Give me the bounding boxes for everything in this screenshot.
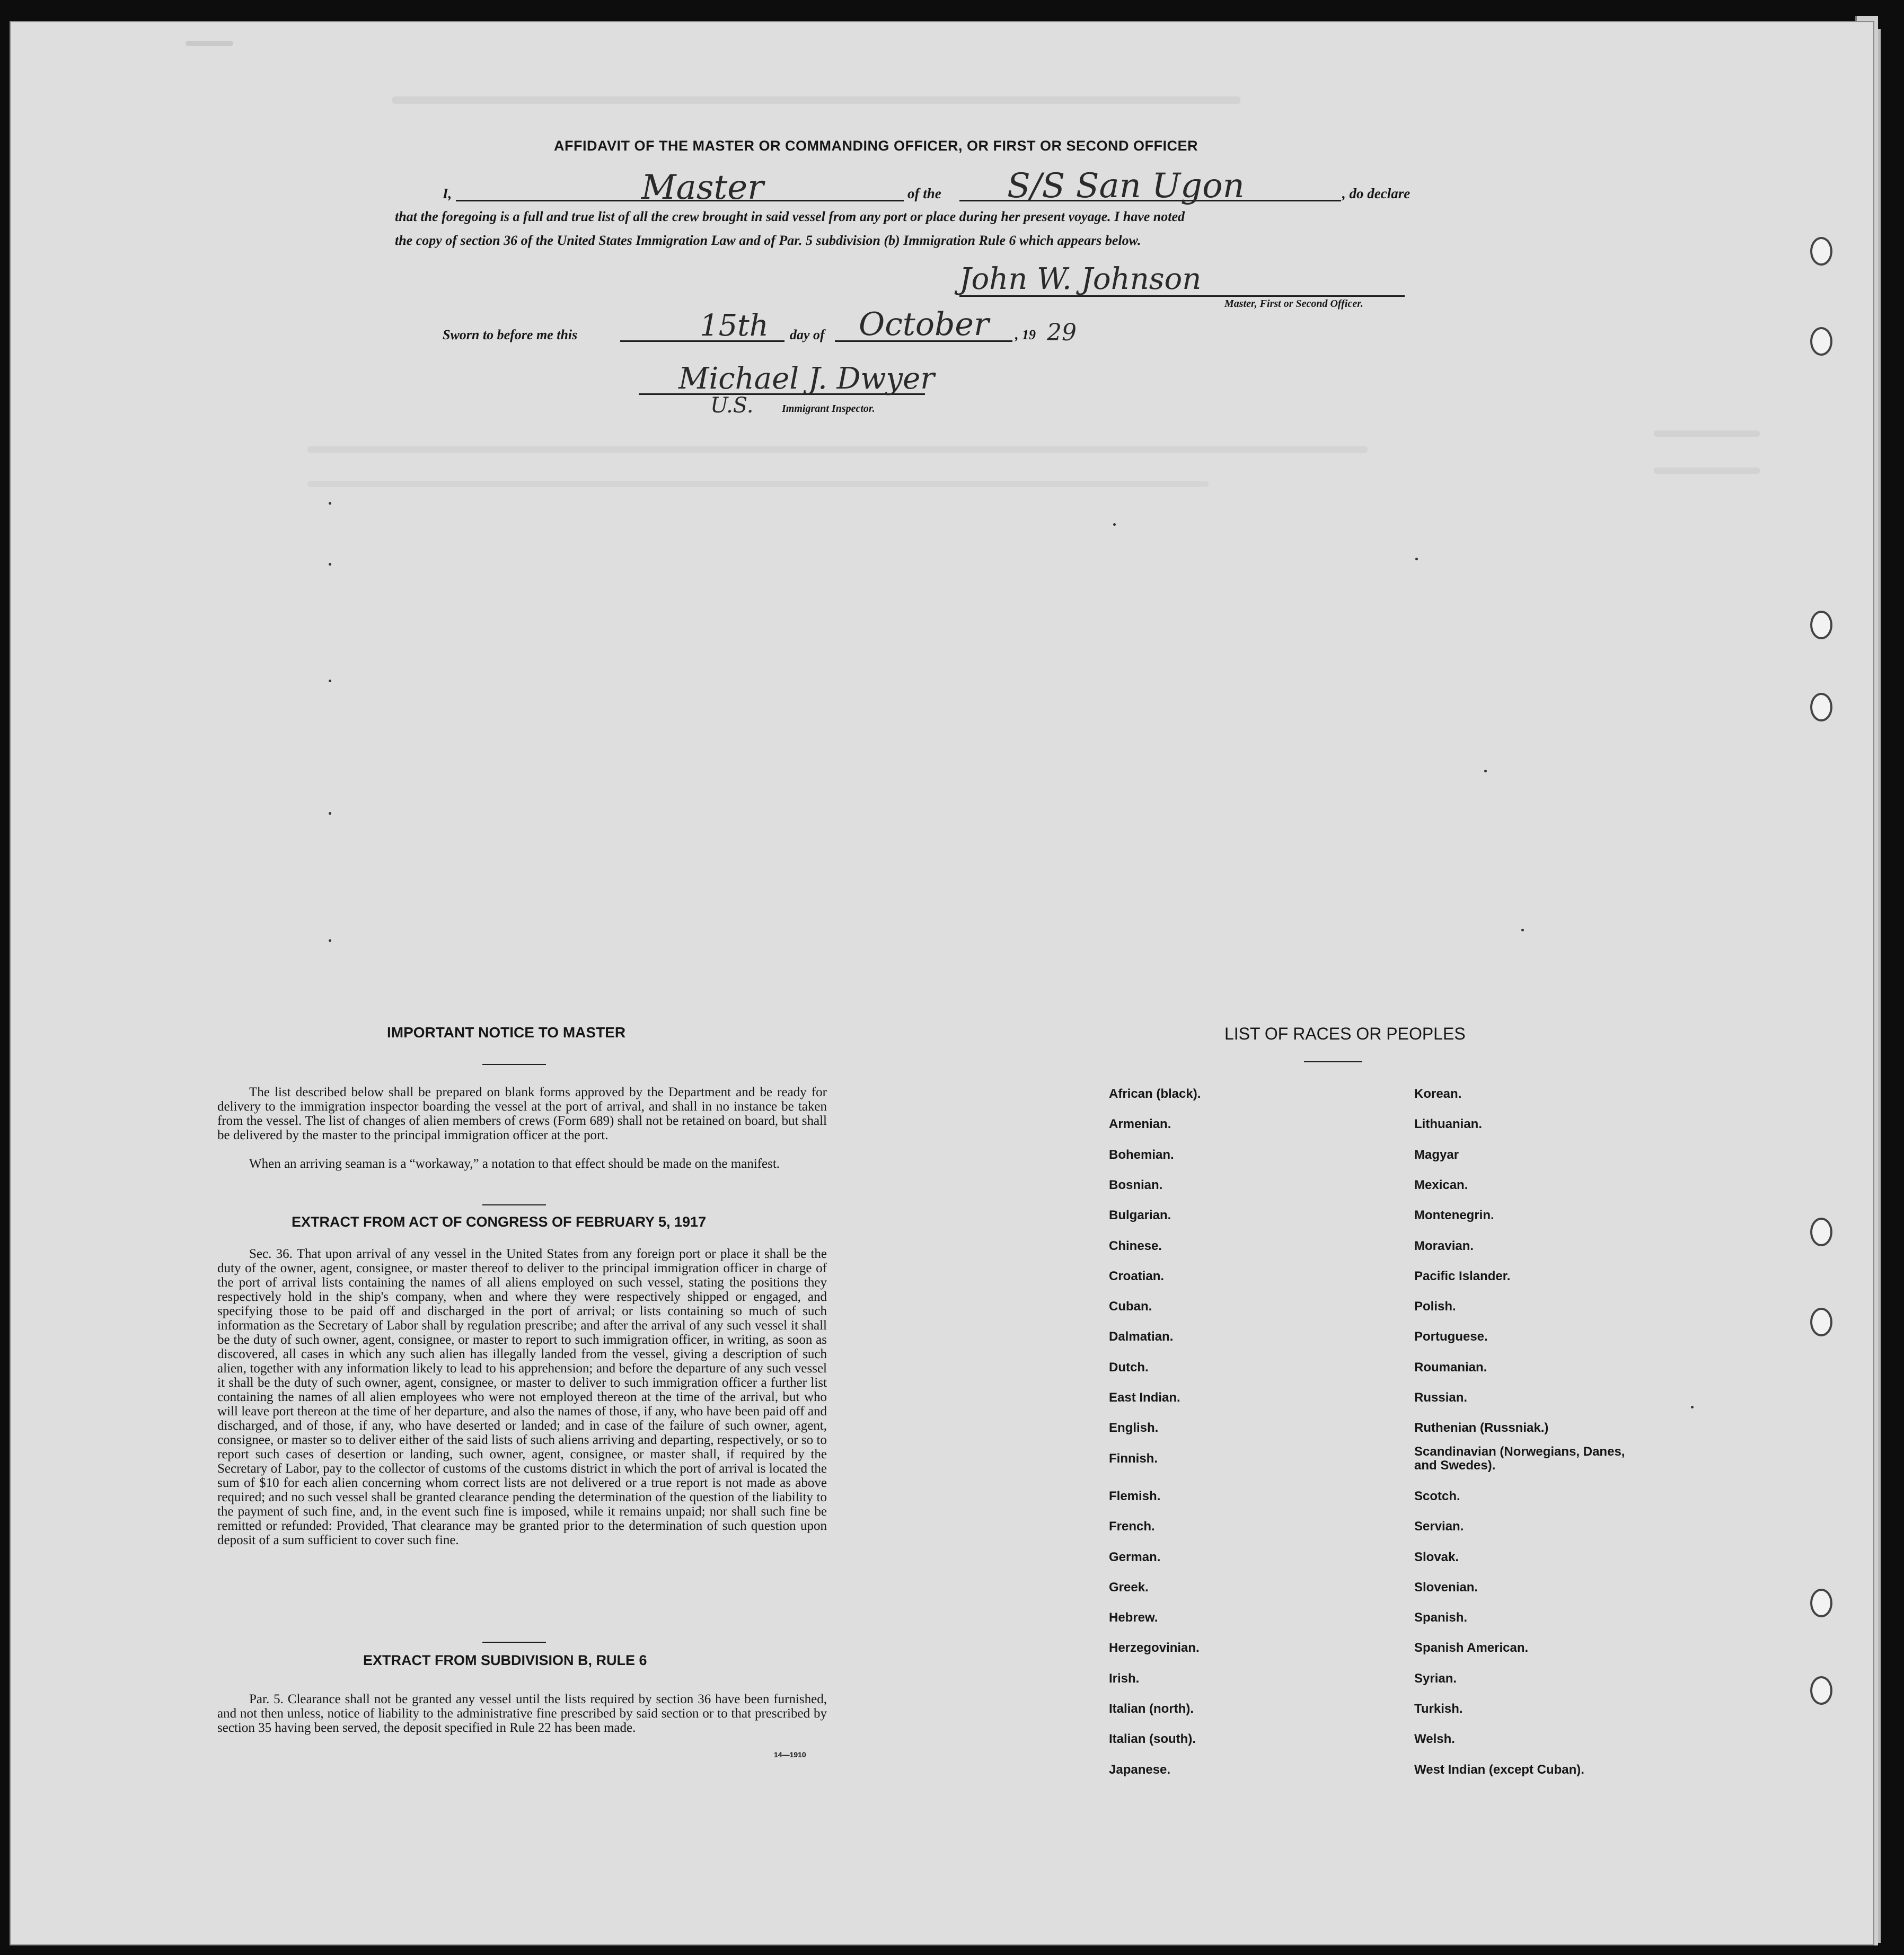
of-the-label: of the: [907, 186, 941, 201]
act-rule: [482, 1642, 546, 1643]
race-item: Dutch.: [1109, 1360, 1149, 1375]
speck: [329, 502, 331, 505]
race-item: African (black).: [1109, 1087, 1201, 1101]
speck: [329, 939, 331, 942]
inspector-label: Immigrant Inspector.: [782, 403, 875, 415]
binder-hole: [1810, 611, 1832, 639]
speck: [1415, 558, 1418, 560]
race-item: Syrian.: [1414, 1671, 1457, 1686]
rule-extract-title: EXTRACT FROM SUBDIVISION B, RULE 6: [363, 1652, 647, 1668]
race-item: Spanish.: [1414, 1610, 1468, 1625]
binder-hole: [1810, 327, 1832, 356]
bleed-mark: [186, 41, 233, 46]
bleed-mark: [1654, 468, 1760, 474]
act-extract-text: Sec. 36. That upon arrival of any vessel in the United States from any foreign port or place it shall be the duty of the owner, agent, consignee, or master thereof to deliver to the principal immigration officer in charge of the port of arrival lists containing the names of all aliens employed on such vessel, stating the positions they respectively hold in the ship's company, when and where they were respectively shipped or engaged, and specifying those to be paid off and discharged in the port of arrival; or lists containing so much of such information as the Secretary of Labor shall by regulation prescribe; and after the arrival of any such vessel it shall be the duty of such owner, agent, consignee, or master to report to such immigration officer, in writing, as soon as discovered, all cases in which any such alien has illegally landed from the vessel, giving a description of such alien, together with any information likely to lead to his apprehension; and before the departure of any such vessel it shall be the duty of such owner, agent, consignee, or master to deliver to such immigration officer a further list containing the names of all alien employees who were not employed thereon at the time of the arrival, but who will leave port thereon at the time of her departure, and also the names of those, if any, who have been paid off and discharged, and of those, if any, who have deserted or landed; and in case of the failure of such owner, agent, consignee, or master so to deliver either of the said lists of such aliens arriving and departing, respectively, or so to report such cases of desertion or landing, such owner, agent, consignee, or master shall, if required by the Secretary of Labor, pay to the collector of customs of the customs district in which the port of arrival is located the sum of $10 for each alien concerning whom correct lists are not delivered or a true report is not made as above required; and no such vessel shall be granted clearance pending the determination of the question of the liability to the payment of such fine, and, in the event such fine is imposed, while it remains unpaid; nor shall such fine be remitted or refunded: Provided, That clearance may be granted prior to the determination of such question upon deposit of a sum sufficient to cover such fine.: [217, 1247, 827, 1547]
race-item: Ruthenian (Russniak.): [1414, 1421, 1549, 1435]
speck: [329, 812, 331, 815]
act-extract-title: EXTRACT FROM ACT OF CONGRESS OF FEBRUARY 5, 1917: [292, 1214, 707, 1230]
race-item: Spanish American.: [1414, 1641, 1529, 1655]
affidavit-line-2: that the foregoing is a full and true list of all the crew brought in said vessel from any port or place during her present voyage. I have noted: [395, 209, 1185, 224]
month-handwritten: October: [859, 306, 989, 343]
notice-paragraph-2: When an arriving seaman is a “workaway,” a notation to that effect should be made on the manifest.: [249, 1157, 780, 1171]
bleed-mark: [1654, 430, 1760, 437]
race-item: Flemish.: [1109, 1489, 1161, 1503]
speck: [1691, 1406, 1694, 1408]
race-item: Japanese.: [1109, 1763, 1171, 1777]
race-item: English.: [1109, 1421, 1159, 1435]
race-item: Croatian.: [1109, 1269, 1165, 1283]
race-item: Magyar: [1414, 1148, 1459, 1162]
race-item: Cuban.: [1109, 1299, 1152, 1314]
bleed-mark: [392, 96, 1240, 104]
year-prefix: , 19: [1015, 327, 1036, 342]
race-item: Finnish.: [1109, 1451, 1158, 1466]
notice-rule: [482, 1064, 546, 1065]
race-item: Hebrew.: [1109, 1610, 1158, 1625]
race-item: Armenian.: [1109, 1117, 1171, 1131]
notice-title: IMPORTANT NOTICE TO MASTER: [387, 1024, 626, 1041]
race-item: Portuguese.: [1414, 1329, 1488, 1344]
race-item: Mexican.: [1414, 1178, 1468, 1192]
binder-hole: [1810, 1218, 1832, 1246]
binder-hole: [1810, 237, 1832, 266]
races-rule: [1304, 1061, 1362, 1062]
do-declare-label: , do declare: [1342, 186, 1411, 201]
binder-hole: [1810, 693, 1832, 721]
master-signature: John W. Johnson: [959, 262, 1202, 296]
race-item: Bulgarian.: [1109, 1208, 1171, 1222]
race-item: Greek.: [1109, 1580, 1149, 1595]
race-item: Slovak.: [1414, 1550, 1459, 1564]
race-item: Servian.: [1414, 1519, 1464, 1534]
race-item: Roumanian.: [1414, 1360, 1487, 1375]
bleed-mark: [307, 481, 1209, 487]
notice-rule-2: [482, 1204, 546, 1205]
race-item: Herzegovinian.: [1109, 1641, 1200, 1655]
race-item: Italian (south).: [1109, 1732, 1196, 1746]
year-handwritten: 29: [1047, 319, 1077, 346]
day-of-label: day of: [790, 327, 825, 342]
day-handwritten: 15th: [700, 309, 769, 343]
manifest-back-page: [10, 21, 1874, 1945]
race-item: French.: [1109, 1519, 1155, 1534]
affidavit-title: AFFIDAVIT OF THE MASTER OR COMMANDING OFFICER, OR FIRST OR SECOND OFFICER: [554, 138, 1198, 154]
rule-extract-text: Par. 5. Clearance shall not be granted any vessel until the lists required by section 36 have been furnished, and not then unless, notice of liability to the administrative fine prescribed by said section or to that prescribed by section 35 having been served, the deposit specified in Rule 22 has been made.: [217, 1692, 827, 1735]
race-item: East Indian.: [1109, 1390, 1180, 1405]
bleed-mark: [307, 446, 1368, 453]
notice-paragraph-1: The list described below shall be prepared on blank forms approved by the Department and be ready for delivery to the immigration inspector boarding the vessel at the port of arrival, and shall in no instance be taken from the vessel. The list of changes of alien members of crews (Form 689) shall not be retained on board, but shall be delivered by the master to the principal immigration officer at the port.: [217, 1085, 827, 1142]
race-item: Montenegrin.: [1414, 1208, 1494, 1222]
race-item: Scandinavian (Norwegians, Danes, and Swedes).: [1414, 1445, 1625, 1473]
race-item: Slovenian.: [1414, 1580, 1478, 1595]
races-title: LIST OF RACES OR PEOPLES: [1224, 1024, 1466, 1043]
binder-hole: [1810, 1589, 1832, 1617]
race-item: West Indian (except Cuban).: [1414, 1763, 1584, 1777]
race-item: Italian (north).: [1109, 1702, 1194, 1716]
race-item: Lithuanian.: [1414, 1117, 1482, 1131]
race-item: Dalmatian.: [1109, 1329, 1174, 1344]
race-item: Moravian.: [1414, 1239, 1474, 1253]
speck: [1484, 770, 1487, 772]
race-item: German.: [1109, 1550, 1161, 1564]
race-item: Irish.: [1109, 1671, 1140, 1686]
race-item: Bohemian.: [1109, 1148, 1174, 1162]
race-item: Pacific Islander.: [1414, 1269, 1511, 1283]
master-handwritten: Master: [641, 168, 764, 207]
signature-role-label: Master, First or Second Officer.: [1224, 298, 1363, 310]
vessel-handwritten: S/S San Ugon: [1007, 166, 1245, 206]
sworn-label: Sworn to before me this: [443, 327, 578, 342]
binder-hole: [1810, 1308, 1832, 1336]
race-item: Korean.: [1414, 1087, 1462, 1101]
form-number: 14—1910: [774, 1750, 806, 1759]
race-item: Scotch.: [1414, 1489, 1460, 1503]
race-item: Russian.: [1414, 1390, 1468, 1405]
binder-hole: [1810, 1676, 1832, 1705]
race-item: Welsh.: [1414, 1732, 1455, 1746]
race-item: Chinese.: [1109, 1239, 1162, 1253]
speck: [1113, 523, 1116, 526]
affidavit-i-label: I,: [443, 186, 452, 201]
speck: [1521, 929, 1524, 931]
affidavit-line-3: the copy of section 36 of the United States Immigration Law and of Par. 5 subdivision (b) Immigration Rule 6 which appears below.: [395, 233, 1141, 248]
inspector-signature: Michael J. Dwyer: [678, 362, 935, 396]
race-item: Polish.: [1414, 1299, 1456, 1314]
race-item: Bosnian.: [1109, 1178, 1163, 1192]
speck: [329, 680, 331, 682]
race-item: Turkish.: [1414, 1702, 1463, 1716]
inspector-prefix: U.S.: [710, 393, 754, 418]
speck: [329, 563, 331, 566]
